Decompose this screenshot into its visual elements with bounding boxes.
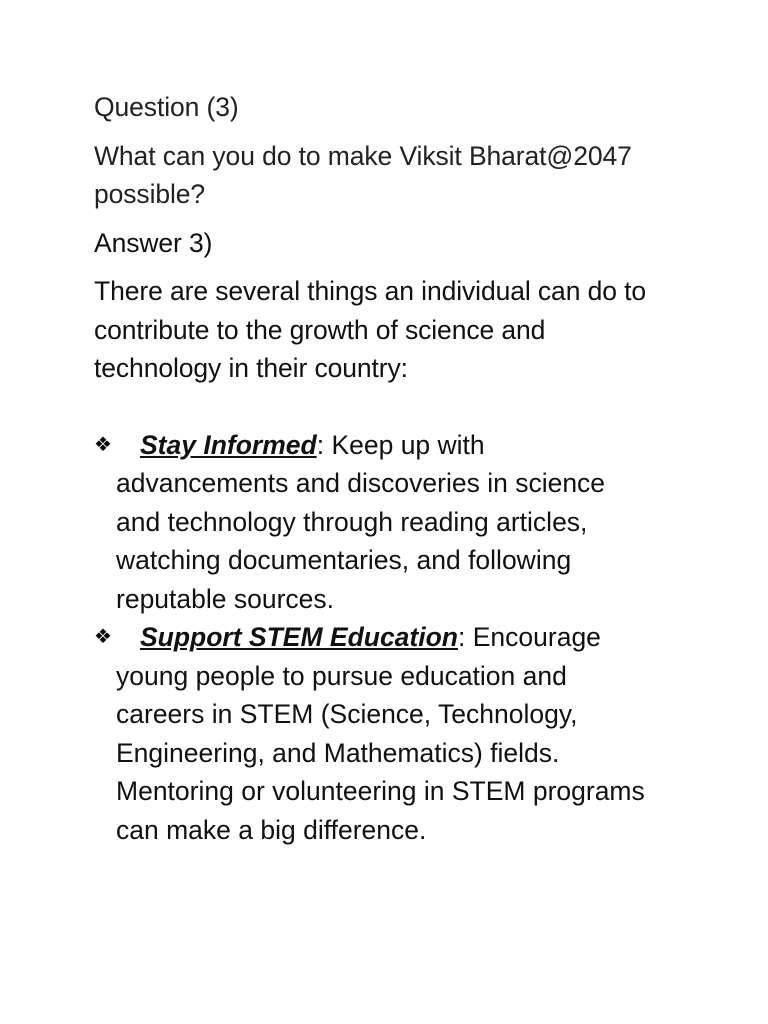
bullet-separator: :	[316, 429, 325, 460]
answer-label: Answer 3)	[94, 227, 213, 258]
bullet-body	[116, 618, 656, 849]
bullet-list	[94, 426, 694, 850]
document-page	[94, 88, 694, 849]
answer-intro: There are several things an individual can do to contribute to the growth of science and technology in their country:	[94, 276, 647, 383]
question-text: What can you do to make Viksit Bharat@2047 possible?	[94, 140, 632, 209]
bullet-item-stay-informed	[94, 426, 656, 619]
bullet-term: Stay Informed	[140, 429, 317, 460]
diamond-bullet-icon: ❖	[94, 626, 112, 648]
question-label: Question (3)	[94, 92, 239, 122]
bullet-item-support-stem	[94, 618, 656, 849]
bullet-text: Keep up with advancements and discoveries in science and technology through reading articles, watching documentaries, and following reputable sources.	[116, 429, 606, 614]
bullet-separator: :	[458, 622, 466, 652]
bullet-term: Support STEM Education	[140, 622, 458, 652]
bullet-text: Encourage young people to pursue education and careers in STEM (Science, Technology, Engineering, and Mathematics) fields. Mentoring or volunteering in STEM programs can make a big difference.	[116, 622, 645, 845]
bullet-body	[116, 426, 656, 619]
diamond-bullet-icon: ❖	[94, 433, 112, 456]
